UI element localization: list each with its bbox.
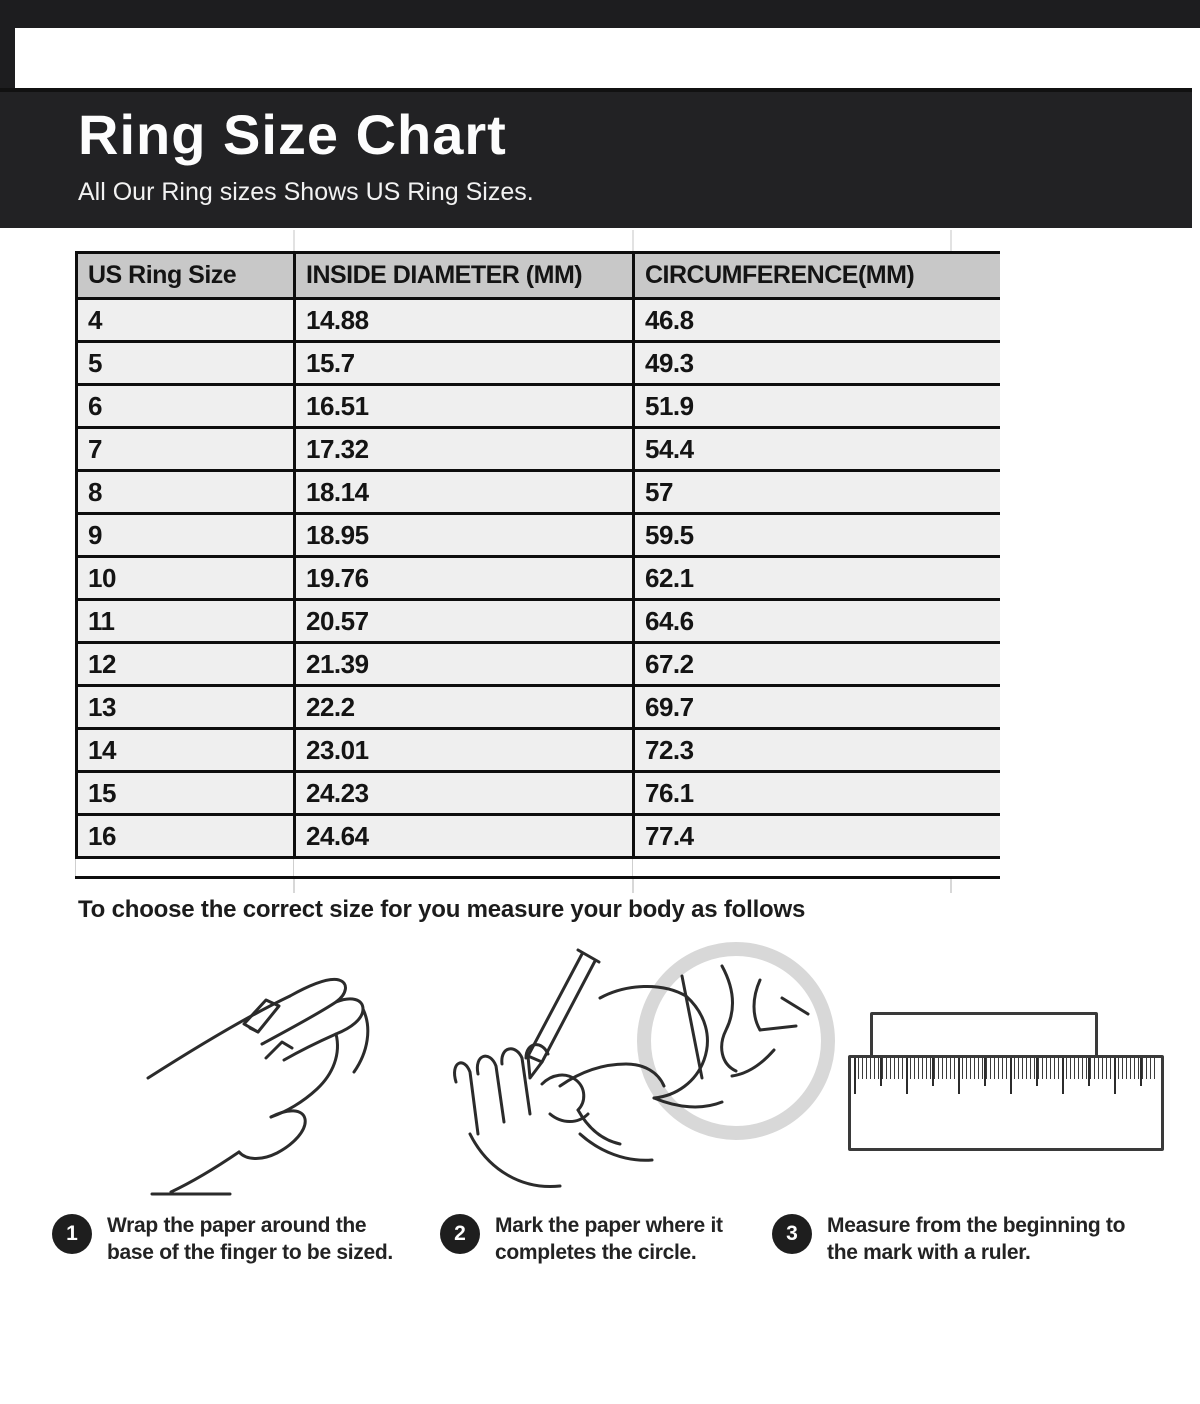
table-cell-circumference: 67.2	[632, 644, 1000, 684]
column-header-circumference: CIRCUMFERENCE(MM)	[632, 254, 1000, 297]
ruler-shape	[848, 1055, 1164, 1151]
table-row	[75, 601, 1000, 644]
table-cell-inside-diameter: 21.39	[293, 644, 632, 684]
table-row	[75, 644, 1000, 687]
step-1-number-badge: 1	[52, 1214, 92, 1254]
table-cell-inside-diameter: 24.23	[293, 773, 632, 813]
step-1-line-1: Wrap the paper around the	[107, 1214, 367, 1237]
table-cell-inside-diameter: 14.88	[293, 300, 632, 340]
step-1	[52, 1212, 452, 1266]
scan-artifact-line	[950, 878, 952, 893]
table-cell-us-ring-size: 13	[75, 687, 293, 727]
table-cell-us-ring-size: 6	[75, 386, 293, 426]
table-cell-circumference: 72.3	[632, 730, 1000, 770]
table-cell-circumference: 57	[632, 472, 1000, 512]
table-row	[75, 343, 1000, 386]
column-header-us-ring-size: US Ring Size	[75, 254, 293, 297]
step-3-line-1: Measure from the beginning to	[827, 1214, 1126, 1237]
table-cell-inside-diameter: 22.2	[293, 687, 632, 727]
page-subtitle: All Our Ring sizes Shows US Ring Sizes.	[78, 178, 534, 206]
table-cell-us-ring-size: 16	[75, 816, 293, 856]
step-2-line-2: completes the circle.	[495, 1241, 697, 1264]
step-2-number-badge: 2	[440, 1214, 480, 1254]
table-cell-inside-diameter: 23.01	[293, 730, 632, 770]
ruler-long-ticks	[854, 1058, 1158, 1094]
scan-artifact-line	[632, 878, 634, 893]
table-row	[75, 687, 1000, 730]
step-1-line-2: base of the finger to be sized.	[107, 1241, 393, 1264]
scan-artifact-line	[950, 230, 952, 251]
hand-pencil-illustration-svg	[430, 938, 840, 1198]
table-cell-circumference: 76.1	[632, 773, 1000, 813]
table-header-row	[75, 251, 1000, 300]
table-row	[75, 515, 1000, 558]
table-cell-us-ring-size: 5	[75, 343, 293, 383]
table-cell-circumference: 62.1	[632, 558, 1000, 598]
table-row	[75, 472, 1000, 515]
table-cell-inside-diameter: 15.7	[293, 343, 632, 383]
table-cell-inside-diameter: 24.64	[293, 816, 632, 856]
table-cell-circumference: 77.4	[632, 816, 1000, 856]
scan-artifact-line	[632, 230, 634, 251]
table-cell-circumference: 54.4	[632, 429, 1000, 469]
table-row	[75, 300, 1000, 343]
table-cell-us-ring-size: 12	[75, 644, 293, 684]
table-cell-circumference: 64.6	[632, 601, 1000, 641]
step-2-line-1: Mark the paper where it	[495, 1214, 723, 1237]
table-cell-us-ring-size: 4	[75, 300, 293, 340]
table-cell-us-ring-size: 8	[75, 472, 293, 512]
table-row	[75, 429, 1000, 472]
table-cell-circumference: 69.7	[632, 687, 1000, 727]
table-cell-us-ring-size: 10	[75, 558, 293, 598]
step-1-text	[107, 1212, 393, 1266]
scan-artifact-line	[293, 878, 295, 893]
table-row	[75, 558, 1000, 601]
table-cell-circumference: 49.3	[632, 343, 1000, 383]
header-banner	[0, 88, 1192, 228]
scan-artifact-line	[293, 230, 295, 251]
table-cell-inside-diameter: 20.57	[293, 601, 632, 641]
table-row	[75, 730, 1000, 773]
table-cell-circumference: 46.8	[632, 300, 1000, 340]
hand-with-paper-strip-illustration	[140, 948, 440, 1198]
table-cell-circumference: 51.9	[632, 386, 1000, 426]
step-3-number-badge: 3	[772, 1214, 812, 1254]
table-cell-us-ring-size: 11	[75, 601, 293, 641]
ruler-illustration	[840, 1000, 1170, 1160]
table-cell-us-ring-size: 14	[75, 730, 293, 770]
table-cell-us-ring-size: 9	[75, 515, 293, 555]
table-cell-inside-diameter: 16.51	[293, 386, 632, 426]
step-2-text	[495, 1212, 723, 1266]
step-3-text	[827, 1212, 1125, 1266]
table-empty-row	[75, 859, 1000, 879]
step-3	[772, 1212, 1177, 1266]
table-cell-inside-diameter: 17.32	[293, 429, 632, 469]
step-2	[440, 1212, 780, 1266]
table-cell-inside-diameter: 19.76	[293, 558, 632, 598]
header-white-band	[15, 28, 1200, 88]
table-row	[75, 816, 1000, 859]
empty-cell	[632, 859, 1000, 876]
empty-cell	[293, 859, 632, 876]
step-3-line-2: the mark with a ruler.	[827, 1241, 1031, 1264]
table-cell-us-ring-size: 15	[75, 773, 293, 813]
page-title: Ring Size Chart	[78, 103, 507, 166]
column-header-inside-diameter: INSIDE DIAMETER (MM)	[293, 254, 632, 297]
measure-instructions-heading: To choose the correct size for you measure your body as follows	[78, 896, 806, 923]
table-cell-us-ring-size: 7	[75, 429, 293, 469]
table-row	[75, 386, 1000, 429]
hand-illustration-svg	[140, 948, 440, 1198]
hand-marking-paper-illustration	[430, 938, 840, 1198]
table-cell-inside-diameter: 18.95	[293, 515, 632, 555]
ring-size-table	[75, 251, 1000, 879]
table-cell-circumference: 59.5	[632, 515, 1000, 555]
table-cell-inside-diameter: 18.14	[293, 472, 632, 512]
table-row	[75, 773, 1000, 816]
empty-cell	[75, 859, 293, 876]
